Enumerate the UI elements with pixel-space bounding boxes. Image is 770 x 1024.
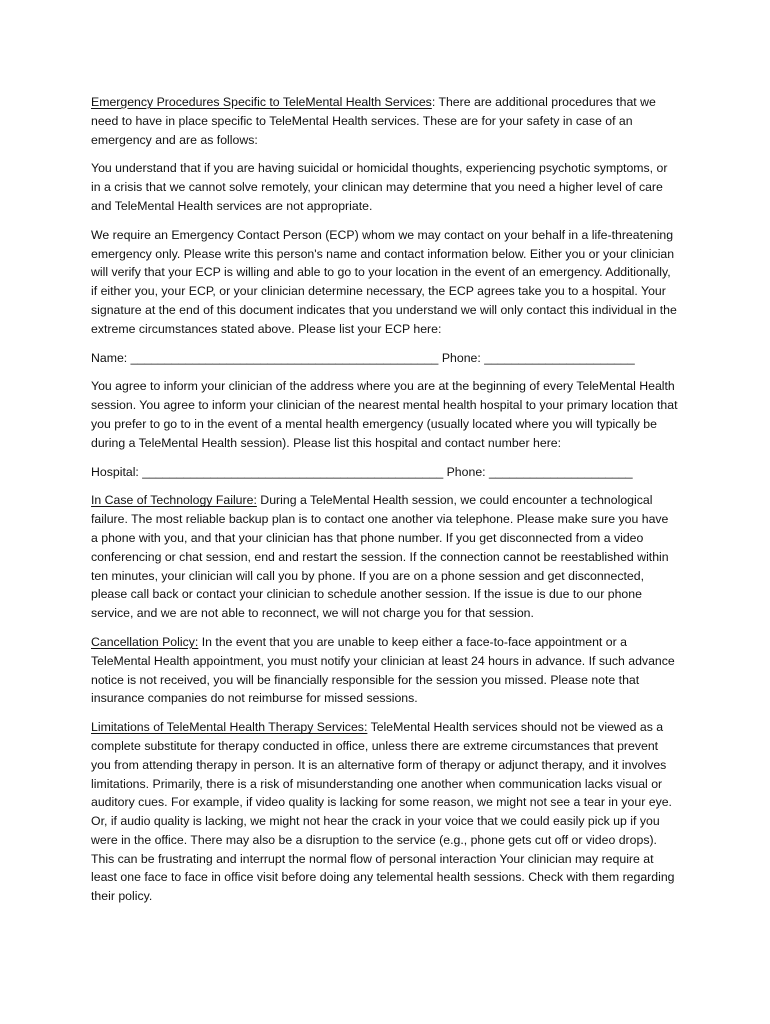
ecp-phone-blank[interactable]: ______________________: [484, 350, 635, 365]
hospital-blank[interactable]: ____________________________________________: [142, 464, 444, 479]
hospital-label: Hospital:: [91, 464, 139, 479]
cancellation-policy-text: In the event that you are unable to keep either a face-to-face appointment or a TeleMental Health appointment, you must notify your clinician at least 24 hours in advance. If such advance notice is not received, you will be financially responsible for the session you missed. Please note that insurance companies do not reimburse for missed sessions.: [91, 634, 675, 706]
emergency-procedures-heading: Emergency Procedures Specific to TeleMental Health Services: [91, 95, 432, 109]
ecp-paragraph: We require an Emergency Contact Person (ECP) whom we may contact on your behalf in a life-threatening emergency only. Please write this person's name and contact information below. Either you or your clinician will verify that your ECP is willing and able to go to your location in the event of an emergency. Additionally, if either you, your ECP, or your clinician determine necessary, the ECP agrees take you to a hospital. Your signature at the end of this document indicates that you understand we will only contact this individual in the extreme circumstances stated above. Please list your ECP here:: [91, 227, 677, 336]
ecp-fields-line: [91, 349, 678, 368]
ecp-name-label: Name:: [91, 350, 128, 365]
cancellation-policy-paragraph: [91, 633, 678, 708]
technology-failure-heading: In Case of Technology Failure:: [91, 493, 257, 508]
limitations-paragraph: [91, 718, 678, 906]
ecp-phone-label: Phone:: [441, 350, 481, 365]
crisis-paragraph: You understand that if you are having suicidal or homicidal thoughts, experiencing psychotic symptoms, or in a crisis that we cannot solve remotely, your clinican may determine that you need a higher level of care and TeleMental Health services are not appropriate.: [91, 161, 668, 213]
technology-failure-text: During a TeleMental Health session, we could encounter a technological failure. The most reliable backup plan is to contact one another via telephone. Please make sure you have a phone with you, and that your clinician has that phone number. If you get disconnected from a video conferencing or chat session, end and restart the session. If the connection cannot be reestablished within ten minutes, your clinician will call you by phone. If you are on a phone session and get disconnected, please call back or contact your clinician to schedule another session. If the issue is due to our phone service, and we are not able to reconnect, we will not charge you for that session.: [91, 493, 669, 621]
cancellation-policy-heading: Cancellation Policy:: [91, 634, 199, 649]
hospital-phone-blank[interactable]: _____________________: [489, 464, 633, 479]
hospital-fields-line: [91, 463, 678, 482]
limitations-heading: Limitations of TeleMental Health Therapy Services:: [91, 720, 368, 735]
emergency-procedures-paragraph: [91, 93, 678, 149]
location-paragraph: You agree to inform your clinician of the address where you are at the beginning of every TeleMental Health session. You agree to inform your clinician of the nearest mental health hospital to your primary location that you prefer to go to in the event of a mental health emergency (usually located where you will typically be during a TeleMental Health session). Please list this hospital and contact number here:: [91, 379, 678, 450]
emergency-procedures-text: : There are additional procedures that we need to have in place specific to TeleMental Health services. These are for your safety in case of an emergency and are as follows:: [91, 95, 656, 147]
hospital-phone-label: Phone:: [446, 464, 486, 479]
ecp-name-blank[interactable]: _____________________________________________: [130, 350, 439, 365]
limitations-text: TeleMental Health services should not be viewed as a complete substitute for therapy conducted in office, unless there are extreme circumstances that prevent you from attending therapy in person. It is an alternative form of therapy or adjunct therapy, and it involves limitations. Primarily, there is a risk of misunderstanding one another when communication lacks visual or auditory cues. For example, if video quality is lacking for some reason, we might not see a tear in your eye. Or, if audio quality is lacking, we might not hear the crack in your voice that we could easily pick up if you were in the office. There may also be a disruption to the service (e.g., phone gets cut off or video drops). This can be frustrating and interrupt the normal flow of personal interaction Your clinician may require at least one face to face in office visit before doing any telemental health sessions. Check with them regarding their policy.: [91, 720, 675, 904]
technology-failure-paragraph: [91, 491, 678, 623]
